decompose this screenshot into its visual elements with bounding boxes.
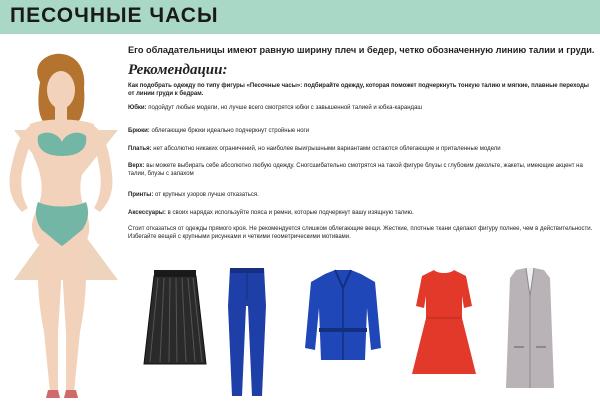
skirts-label: Юбки: xyxy=(128,105,147,111)
face xyxy=(47,71,75,109)
dresses-label: Платья: xyxy=(128,146,152,152)
trousers-text: облегающие брюки идеально подчеркнут стройные ноги xyxy=(151,128,310,134)
pleated-skirt-image xyxy=(140,268,210,368)
trousers-paragraph xyxy=(128,127,596,135)
trousers-label: Брюки: xyxy=(128,128,150,134)
top-label: Верх: xyxy=(128,163,145,169)
prints-label: Принты: xyxy=(128,192,154,198)
neck xyxy=(55,106,67,120)
prints-text: от крупных узоров лучше отказаться. xyxy=(155,192,259,198)
left-leg xyxy=(38,238,62,392)
page-title: ПЕСОЧНЫЕ ЧАСЫ xyxy=(10,4,219,27)
how-to-text: Как подобрать одежду по типу фигуры «Песочные часы»: подбирайте одежду, которая поможет подчеркнуть тонкую талию и мягкие, плавные переходы от линии груди к бедрам. xyxy=(128,83,589,97)
prints-paragraph xyxy=(128,191,596,199)
accessories-text: в своих нарядах используйте пояса и ремни, которые подчеркнут вашу изящную талию. xyxy=(167,210,414,216)
right-shoe xyxy=(64,390,78,398)
biker-jacket-image xyxy=(303,268,383,364)
top-text: вы можете выбирать себе абсолютно любую одежду. Сногсшибательно смотрятся на такой фигуре блузы с глубоким декольте, жакеты, имеющие акцент на талии, блузы с запахом xyxy=(128,163,583,177)
left-shoe xyxy=(46,390,60,398)
top-paragraph xyxy=(128,162,596,178)
skirts-paragraph xyxy=(128,104,596,112)
intro-text: Его обладательницы имеют равную ширину плеч и бедер, четко обозначенную линию талии и груди. xyxy=(128,45,595,55)
right-leg xyxy=(62,238,86,392)
skinny-trousers-image xyxy=(222,266,272,398)
dresses-text: нет абсолютно никаких ограничений, но наиболее выигрышными вариантами остаются облегающие и приталенные модели xyxy=(153,146,501,152)
hourglass-figure-illustration xyxy=(0,52,125,401)
avoid-paragraph-2: Избегайте вещей с крупными рисунками и четкими геометрическими мотивами. xyxy=(128,234,351,240)
long-vest-image xyxy=(500,266,560,390)
left-arm xyxy=(10,126,35,212)
dresses-paragraph xyxy=(128,145,596,153)
recommendations-title: Рекомендации: xyxy=(128,62,228,78)
avoid-paragraph-1: Стоит отказаться от одежды прямого кроя. Не рекомендуется слишком облегающие вещи. Жесткие, плотные ткани сделают фигуру полнее, чем в действительности. xyxy=(128,226,593,232)
how-to-paragraph xyxy=(128,82,596,98)
accessories-label: Аксессуары: xyxy=(128,210,166,216)
skirts-text: подойдут любые модели, но лучше всего смотрятся юбки с завышенной талией и юбка-карандаш xyxy=(148,105,423,111)
red-dress-image xyxy=(410,266,478,378)
accessories-paragraph xyxy=(128,209,596,217)
header-bar xyxy=(0,0,600,34)
